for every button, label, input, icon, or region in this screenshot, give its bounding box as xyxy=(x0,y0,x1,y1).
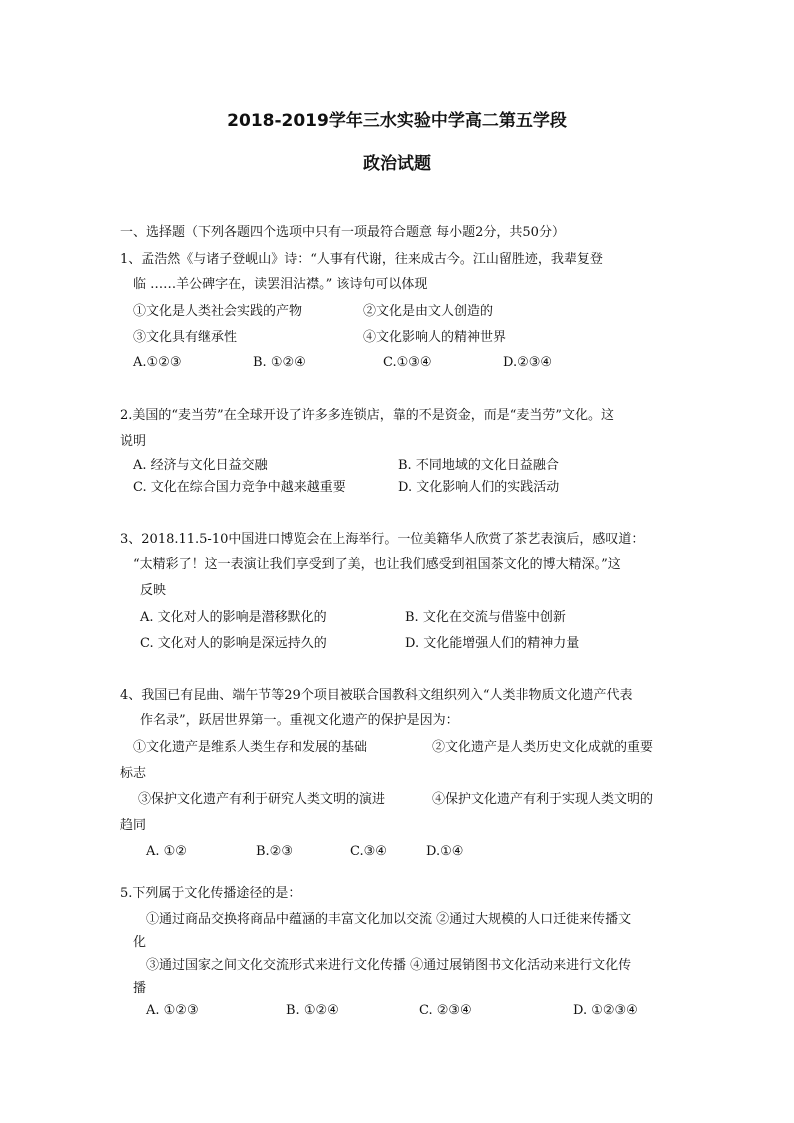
q4-stem-line2: 作名录”，跃居世界第一。重视文化遗产的保护是因为： xyxy=(140,713,459,728)
q4-option-a: A. ①② xyxy=(146,844,187,859)
q5-option-a: A. ①②③ xyxy=(146,1003,199,1018)
q3-stem-line2: “太精彩了！这一表演让我们享受到了美，也让我们感受到祖国茶文化的博大精深。”这 xyxy=(133,557,621,572)
q5-statement-line4: 播 xyxy=(133,981,147,996)
q2-option-c: C. 文化在综合国力竞争中越来越重要 xyxy=(133,480,346,495)
q5-option-d: D. ①②③④ xyxy=(573,1003,638,1018)
q5-stem: 5.下列属于文化传播途径的是： xyxy=(120,886,302,901)
q5-statement-line1: ①通过商品交换将商品中蕴涵的丰富文化加以交流 ②通过大规模的人口迁徙来传播文 xyxy=(146,912,632,927)
q3-stem-line3: 反映 xyxy=(140,583,167,598)
q1-option-a: A.①②③ xyxy=(133,355,182,370)
q1-stem-line1: 1、孟浩然《与诸子登岘山》诗：“人事有代谢，往来成古今。江山留胜迹，我辈复登 xyxy=(120,252,603,267)
q1-statement-3: ③文化具有继承性 xyxy=(133,330,238,345)
q2-option-b: B. 不同地域的文化日益融合 xyxy=(398,458,559,473)
q5-option-b: B. ①②④ xyxy=(286,1003,339,1018)
exam-title: 2018-2019学年三水实验中学高二第五学段 xyxy=(227,111,567,131)
q1-statement-1: ①文化是人类社会实践的产物 xyxy=(133,304,303,319)
q4-statement-3: ③保护文化遗产有利于研究人类文明的演进 xyxy=(138,792,386,807)
q4-option-b: B.②③ xyxy=(256,844,293,859)
exam-subtitle: 政治试题 xyxy=(363,154,431,174)
q4-option-c: C.③④ xyxy=(350,844,387,859)
section-heading: 一、选择题（下列各题四个选项中只有一项最符合题意 每小题2分，共50分） xyxy=(120,225,565,240)
q2-option-a: A. 经济与文化日益交融 xyxy=(133,458,268,473)
q3-option-a: A. 文化对人的影响是潜移默化的 xyxy=(140,610,327,625)
q3-option-b: B. 文化在交流与借鉴中创新 xyxy=(405,610,566,625)
q3-stem-line1: 3、2018.11.5-10中国进口博览会在上海举行。一位美籍华人欣赏了茶艺表演后，感叹道： xyxy=(120,532,645,547)
q4-statement-2: ②文化遗产是人类历史文化成就的重要 xyxy=(432,740,654,755)
q5-statement-line3: ③通过国家之间文化交流形式来进行文化传播 ④通过展销图书文化活动来进行文化传 xyxy=(146,958,632,973)
q1-statement-2: ②文化是由文人创造的 xyxy=(363,304,494,319)
q5-statement-line2: 化 xyxy=(133,935,147,950)
q4-statement-4-cont: 趋同 xyxy=(120,818,147,833)
q1-option-b: B. ①②④ xyxy=(253,355,306,370)
q4-statement-4: ④保护文化遗产有利于实现人类文明的 xyxy=(432,792,654,807)
q3-option-c: C. 文化对人的影响是深远持久的 xyxy=(140,636,327,651)
q1-statement-4: ④文化影响人的精神世界 xyxy=(363,330,507,345)
q3-option-d: D. 文化能增强人们的精神力量 xyxy=(405,636,580,651)
q4-option-d: D.①④ xyxy=(426,844,464,859)
q2-stem-line1: 2.美国的“麦当劳”在全球开设了许多多连锁店，靠的不是资金，而是“麦当劳”文化。这 xyxy=(120,408,614,423)
q1-option-d: D.②③④ xyxy=(503,355,553,370)
q4-stem-line1: 4、我国已有昆曲、端午节等29个项目被联合国教科文组织列入“人类非物质文化遗产代表 xyxy=(120,688,633,703)
q2-option-d: D. 文化影响人们的实践活动 xyxy=(398,480,560,495)
q1-stem-line2: 临 ……羊公碑字在，读罢泪沾襟。” 该诗句可以体现 xyxy=(133,277,428,292)
q2-stem-line2: 说明 xyxy=(120,434,147,449)
q4-statement-1: ①文化遗产是维系人类生存和发展的基础 xyxy=(133,740,368,755)
q5-option-c: C. ②③④ xyxy=(419,1003,472,1018)
q1-option-c: C.①③④ xyxy=(383,355,432,370)
q4-statement-2-cont: 标志 xyxy=(120,766,147,781)
